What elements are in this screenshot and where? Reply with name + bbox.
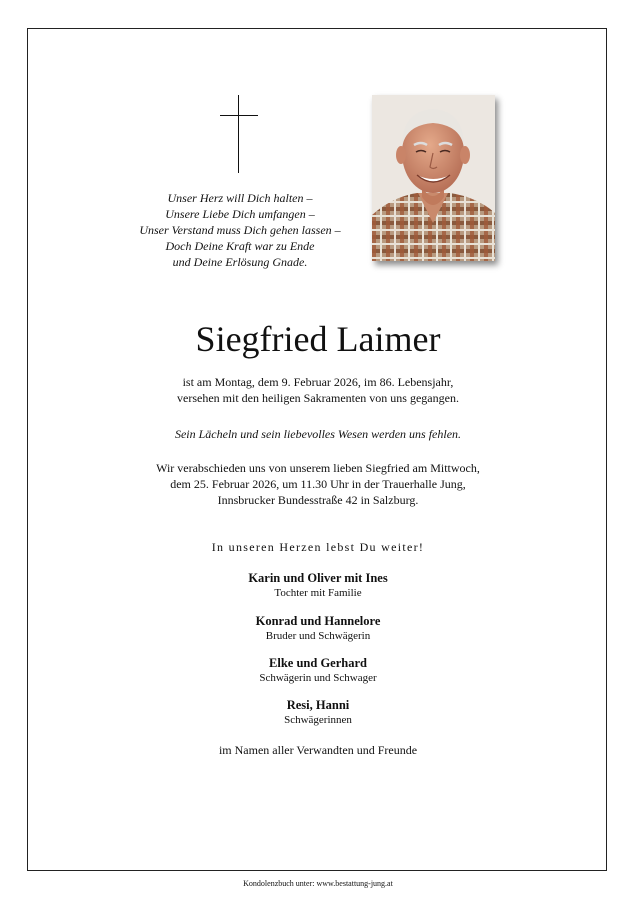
motto: In unseren Herzen lebst Du weiter! <box>211 540 425 554</box>
poem-line: und Deine Erlösung Gnade. <box>172 255 308 269</box>
mourner-names: Karin und Oliver mit Ines <box>248 571 388 585</box>
mourner-entry <box>0 697 636 728</box>
condolence-footer: Kondolenzbuch unter: www.bestattung-jung.at <box>243 879 393 888</box>
mourner-entry <box>0 613 636 644</box>
poem-line: Doch Deine Kraft war zu Ende <box>165 239 315 253</box>
farewell-line: dem 25. Februar 2026, um 11.30 Uhr in der Trauerhalle Jung, <box>170 477 466 491</box>
announcement-line: versehen mit den heiligen Sakramenten von uns gegangen. <box>177 391 459 405</box>
mourner-names: Resi, Hanni <box>286 698 350 712</box>
poem <box>120 190 360 270</box>
farewell-line: Wir verabschieden uns von unserem lieben Siegfried am Mittwoch, <box>156 461 480 475</box>
poem-line: Unsere Liebe Dich umfangen – <box>165 207 315 221</box>
mourner-relation: Schwägerinnen <box>284 714 352 726</box>
farewell-details <box>0 460 636 508</box>
cross-icon <box>220 95 258 173</box>
poem-line: Unser Herz will Dich halten – <box>167 191 313 205</box>
mourner-relation: Tochter mit Familie <box>274 587 362 599</box>
announcement-line: ist am Montag, dem 9. Februar 2026, im 86. Lebensjahr, <box>182 375 454 389</box>
mourner-names: Konrad und Hannelore <box>255 614 381 628</box>
portrait-photo <box>372 95 495 261</box>
mourner-entry <box>0 570 636 601</box>
mourner-relation: Schwägerin und Schwager <box>259 672 377 684</box>
quote: Sein Lächeln und sein liebevolles Wesen werden uns fehlen. <box>174 427 462 441</box>
deceased-name: Siegfried Laimer <box>195 319 441 359</box>
announcement <box>0 374 636 406</box>
farewell-line: Innsbrucker Bundesstraße 42 in Salzburg. <box>217 493 419 507</box>
closing-line: im Namen aller Verwandten und Freunde <box>218 743 418 757</box>
mourner-names: Elke und Gerhard <box>269 656 367 670</box>
poem-line: Unser Verstand muss Dich gehen lassen – <box>139 223 341 237</box>
mourner-entry <box>0 655 636 686</box>
mourner-relation: Bruder und Schwägerin <box>265 630 371 642</box>
